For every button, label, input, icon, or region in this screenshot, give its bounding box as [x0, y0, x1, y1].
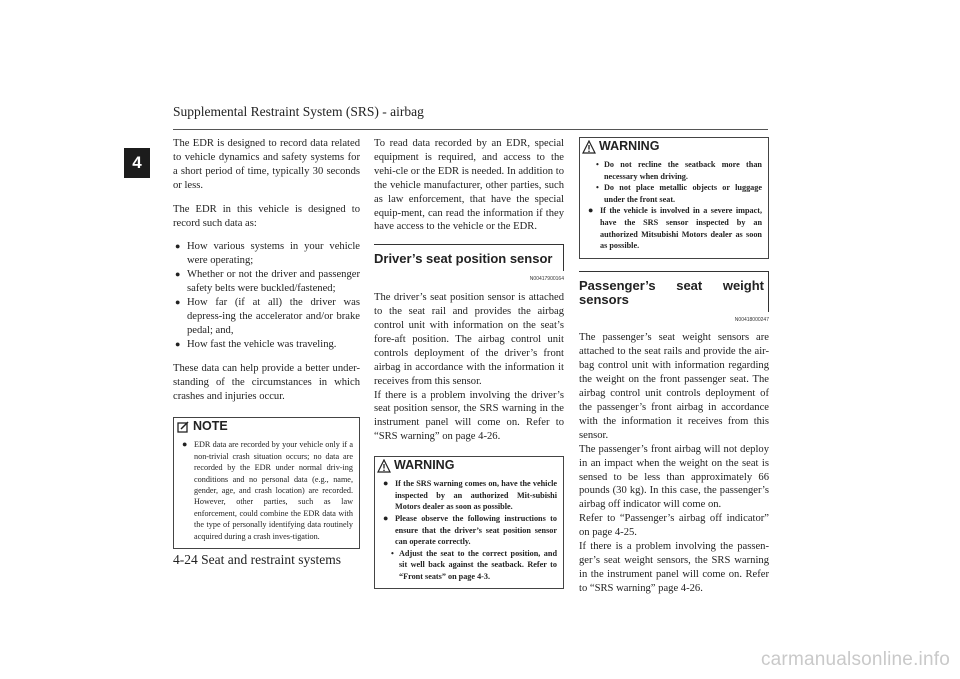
warning-bullet: ● Please observe the following instructions to ensure that the driver’s seat position sensor can operate correctly.: [383, 512, 557, 547]
section-heading-driver-seat-sensor: Driver’s seat position sensor: [374, 244, 564, 271]
header-divider: [173, 129, 768, 130]
page-footer-reference: 4-24 Seat and restraint systems: [173, 552, 341, 567]
paragraph: Refer to “Passenger’s airbag off indicator” on page 4-25.: [579, 513, 769, 539]
paragraph: To read data recorded by an EDR, special equipment is required, and access to the vehi-cle or the EDR is needed. In addition to the vehicle manufacturer, other parties, such as law enforcement, that have the special equip-ment, can read the information if they have access to the vehicle or the EDR.: [374, 138, 564, 233]
paragraph: These data can help provide a better under-standing of the circumstances in which crashes and injuries occur.: [173, 362, 360, 402]
page-header-title: Supplemental Restraint System (SRS) - airbag: [173, 104, 424, 119]
warning-sub-item: • Do not place metallic objects or luggage under the front seat.: [596, 183, 762, 204]
note-box: [173, 417, 360, 549]
dash-icon: •: [596, 183, 599, 193]
warning-bullet: ● If the SRS warning comes on, have the vehicle inspected by an authorized Mit-subishi Motors dealer as soon as possible.: [383, 478, 557, 512]
warning-box-continued: [579, 137, 769, 259]
warning-title: WARNING: [582, 140, 762, 154]
warning-sub-item: • Do not recline the seatback more than necessary when driving.: [596, 160, 762, 181]
bullet-item: ● How fast the vehicle was traveling.: [175, 338, 337, 350]
bullet-icon: ●: [383, 512, 389, 523]
column-3: [579, 137, 769, 596]
warning-title: WARNING: [377, 459, 557, 473]
warning-triangle-icon: [582, 140, 596, 154]
bullet-icon: ●: [588, 205, 594, 216]
watermark: carmanualsonline.info: [760, 649, 950, 670]
warning-sub-item: • Adjust the seat to the correct position, and sit well back against the seatback. Refer to “Front seats” on page 4-3.: [391, 548, 557, 581]
paragraph: The EDR is designed to record data related to vehicle dynamics and safety systems for a short period of time, typically 30 seconds or less.: [173, 138, 360, 191]
bullet-icon: ●: [175, 241, 181, 252]
warning-bullet: ● If the vehicle is involved in a severe impact, have the SRS sensor inspected by an authorized Mitsubishi Motors dealer as soon as possible.: [588, 205, 762, 251]
dash-icon: •: [391, 548, 394, 558]
paragraph: If there is a problem involving the driver’s seat position sensor, the SRS warning in the instrument panel will come on. Refer to “SRS warning” on page 4-26.: [374, 389, 564, 443]
bullet-item: ● How far (if at all) the driver was depress-ing the accelerator and/or brake pedal; and,: [175, 297, 360, 336]
section-id: N00417900164: [529, 276, 564, 283]
warning-box: [374, 456, 564, 589]
bullet-icon: ●: [175, 297, 181, 308]
column-1: [173, 137, 360, 549]
note-icon: [176, 420, 190, 434]
bullet-icon: ●: [175, 269, 181, 280]
bullet-item: ● How various systems in your vehicle were operating;: [175, 241, 360, 267]
note-title: NOTE: [176, 420, 353, 434]
bullet-item: ● Whether or not the driver and passenger safety belts were buckled/fastened;: [175, 269, 360, 295]
paragraph: The passenger’s seat weight sensors are attached to the seat rails and provide the air-bag control unit with information regarding the weight on the front passenger seat. The airbag control unit controls deployment of the passenger’s front airbag in accordance with the information it receives from this sensor.: [579, 332, 769, 441]
paragraph: The EDR in this vehicle is designed to record such data as:: [173, 203, 360, 229]
section-heading-passenger-weight-sensors: Passenger’s seat weight sensors: [579, 271, 769, 312]
section-id: N00418000247: [734, 316, 769, 323]
bullet-icon: ●: [182, 439, 188, 450]
bullet-icon: ●: [383, 478, 389, 489]
warning-triangle-icon: [377, 459, 391, 473]
note-bullet: ● EDR data are recorded by your vehicle only if a non-trivial crash situation occurs; no data are recorded by the EDR under normal driv-ing conditions and no personal data (e.g., name, gender, age, and crash location) are recorded. However, other parties, such as law enforcement, could combine the EDR data with the type of personally identifying data routinely acquired during a crash inves-tigation.: [182, 439, 353, 541]
bullet-icon: ●: [175, 338, 181, 349]
paragraph: If there is a problem involving the passen-ger’s seat weight sensors, the SRS warning in the instrument panel will come on. Refer to “SRS warning” page 4-26.: [579, 541, 769, 594]
column-2: [374, 137, 564, 589]
paragraph: The driver’s seat position sensor is attached to the seat rail and provides the airbag control unit with information on the seat’s fore-aft position. The airbag control unit controls deployment of the driver’s front airbag in accordance with the information it receives from this sensor.: [374, 292, 564, 387]
paragraph: The passenger’s front airbag will not deploy in an impact when the weight on the seat is sensed to be less than approximately 66 pounds (30 kg). In this case, the passenger’s airbag off indicator will come on.: [579, 443, 769, 511]
dash-icon: •: [596, 160, 599, 169]
chapter-tab: 4: [124, 148, 150, 178]
